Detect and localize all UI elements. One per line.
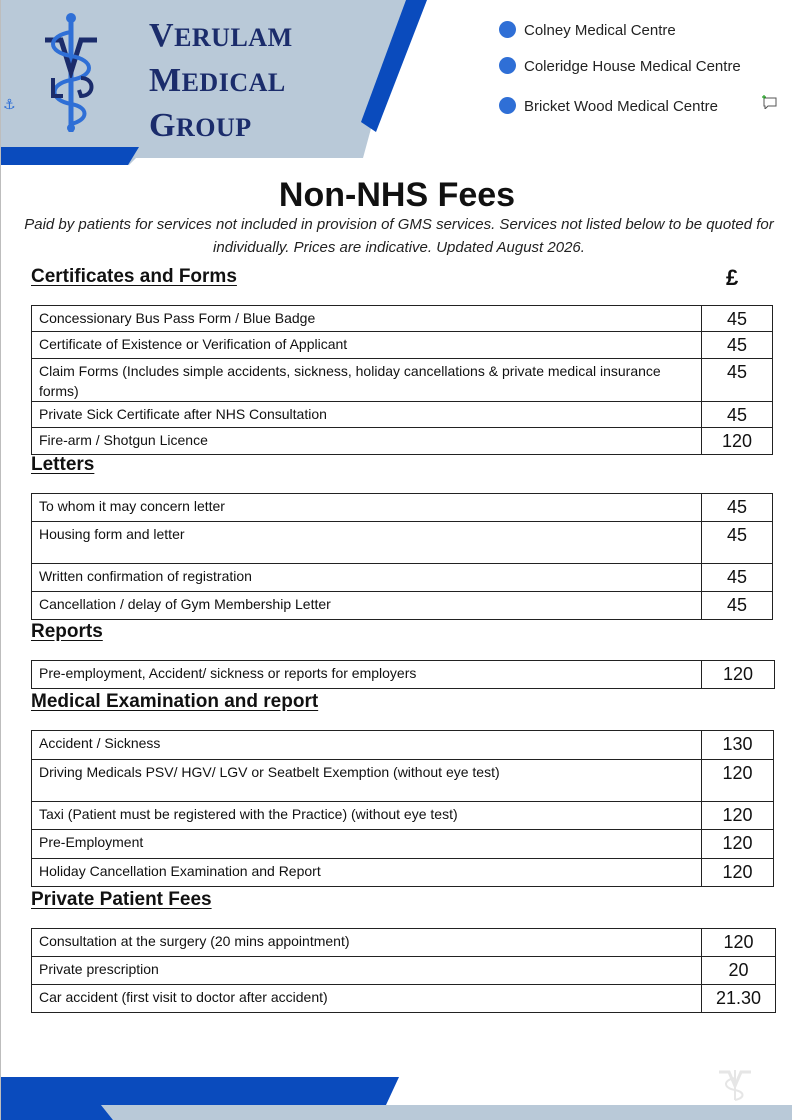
fee-description: Pre-employment, Accident/ sickness or reports for employers [32, 661, 702, 689]
footer-watermark-icon [717, 1068, 753, 1102]
organisation-name [149, 16, 293, 151]
fee-amount: 130 [702, 731, 774, 760]
org-line-1-rest: ERULAM [174, 23, 293, 52]
org-line-2-initial: M [149, 62, 182, 99]
table-row [32, 564, 773, 592]
fees-table-medical-examination [31, 730, 774, 887]
bullet-icon [499, 57, 516, 74]
bullet-icon [499, 21, 516, 38]
fee-description: Written confirmation of registration [32, 564, 702, 592]
fee-description: Pre-Employment [32, 830, 702, 859]
section-heading-medical-examination: Medical Examination and report [31, 691, 319, 712]
fee-description: Cancellation / delay of Gym Membership Letter [32, 592, 702, 620]
fee-amount: 45 [702, 359, 773, 402]
footer-banner [1, 1070, 792, 1120]
table-row [32, 402, 773, 428]
bullet-icon [499, 97, 516, 114]
table-row [32, 359, 773, 402]
org-name-line-1 [149, 16, 293, 61]
fee-amount: 45 [702, 522, 773, 564]
site-label: Bricket Wood Medical Centre [524, 98, 718, 115]
section-heading-reports: Reports [31, 621, 103, 642]
table-row [32, 428, 773, 455]
fee-amount: 120 [702, 428, 773, 455]
fee-amount: 45 [702, 306, 773, 332]
section-heading-certificates: Certificates and Forms [31, 266, 237, 287]
comment-icon[interactable] [761, 95, 777, 109]
page-title: Non-NHS Fees [278, 176, 516, 214]
currency-symbol: £ [726, 265, 739, 290]
site-item-bricket-wood [499, 98, 718, 116]
fee-description: To whom it may concern letter [32, 494, 702, 522]
page-subtitle: Paid by patients for services not included in provision of GMS services. Services not listed below to be quoted for individually. Prices are indicative. Updated August 2026. [24, 216, 774, 256]
section-heading-letters: Letters [31, 454, 95, 475]
site-label: Colney Medical Centre [524, 22, 676, 39]
table-row [32, 802, 774, 830]
fee-amount: 120 [702, 661, 775, 689]
table-row [32, 760, 774, 802]
fee-description: Private Sick Certificate after NHS Consultation [32, 402, 702, 428]
org-name-line-2 [149, 61, 293, 106]
fee-amount: 21.30 [702, 985, 776, 1013]
table-row [32, 731, 774, 760]
table-row [32, 306, 773, 332]
fee-amount: 45 [702, 332, 773, 359]
fee-description: Concessionary Bus Pass Form / Blue Badge [32, 306, 702, 332]
anchor-icon[interactable]: ⚓ [3, 96, 16, 112]
section-heading-private-patient: Private Patient Fees [31, 889, 212, 910]
fee-amount: 45 [702, 592, 773, 620]
fee-description: Claim Forms (Includes simple accidents, sickness, holiday cancellations & private medical insurance forms) [32, 359, 702, 402]
fee-description: Holiday Cancellation Examination and Report [32, 859, 702, 887]
fee-amount: 45 [702, 494, 773, 522]
table-row [32, 929, 776, 957]
fee-description: Fire-arm / Shotgun Licence [32, 428, 702, 455]
table-row [32, 985, 776, 1013]
table-row [32, 957, 776, 985]
org-line-3-initial: G [149, 107, 176, 144]
org-line-2-rest: EDICAL [181, 68, 286, 97]
fee-amount: 120 [702, 760, 774, 802]
table-row [32, 332, 773, 359]
fee-description: Private prescription [32, 957, 702, 985]
fee-description: Car accident (first visit to doctor after accident) [32, 985, 702, 1013]
fee-description: Consultation at the surgery (20 mins appointment) [32, 929, 702, 957]
fee-description: Driving Medicals PSV/ HGV/ LGV or Seatbelt Exemption (without eye test) [32, 760, 702, 802]
fee-amount: 45 [702, 564, 773, 592]
vmg-logo-icon [39, 12, 103, 138]
fee-amount: 20 [702, 957, 776, 985]
fee-amount: 45 [702, 402, 773, 428]
table-row [32, 859, 774, 887]
fee-amount: 120 [702, 830, 774, 859]
fee-description: Accident / Sickness [32, 731, 702, 760]
site-label: Coleridge House Medical Centre [524, 58, 741, 75]
fees-table-letters [31, 493, 773, 620]
org-line-1-initial: V [149, 17, 175, 54]
org-name-line-3 [149, 106, 293, 151]
table-row [32, 522, 773, 564]
fee-description: Housing form and letter [32, 522, 702, 564]
fee-amount: 120 [702, 802, 774, 830]
site-item-colney [499, 22, 676, 40]
site-item-coleridge [499, 58, 741, 76]
table-row [32, 830, 774, 859]
fee-amount: 120 [702, 929, 776, 957]
table-row [32, 592, 773, 620]
fee-description: Certificate of Existence or Verification of Applicant [32, 332, 702, 359]
fees-table-reports [31, 660, 775, 689]
fees-table-certificates [31, 305, 773, 455]
table-row [32, 661, 775, 689]
fee-amount: 120 [702, 859, 774, 887]
org-line-3-rest: ROUP [175, 113, 252, 142]
fee-description: Taxi (Patient must be registered with the Practice) (without eye test) [32, 802, 702, 830]
fees-table-private-patient [31, 928, 776, 1013]
table-row [32, 494, 773, 522]
